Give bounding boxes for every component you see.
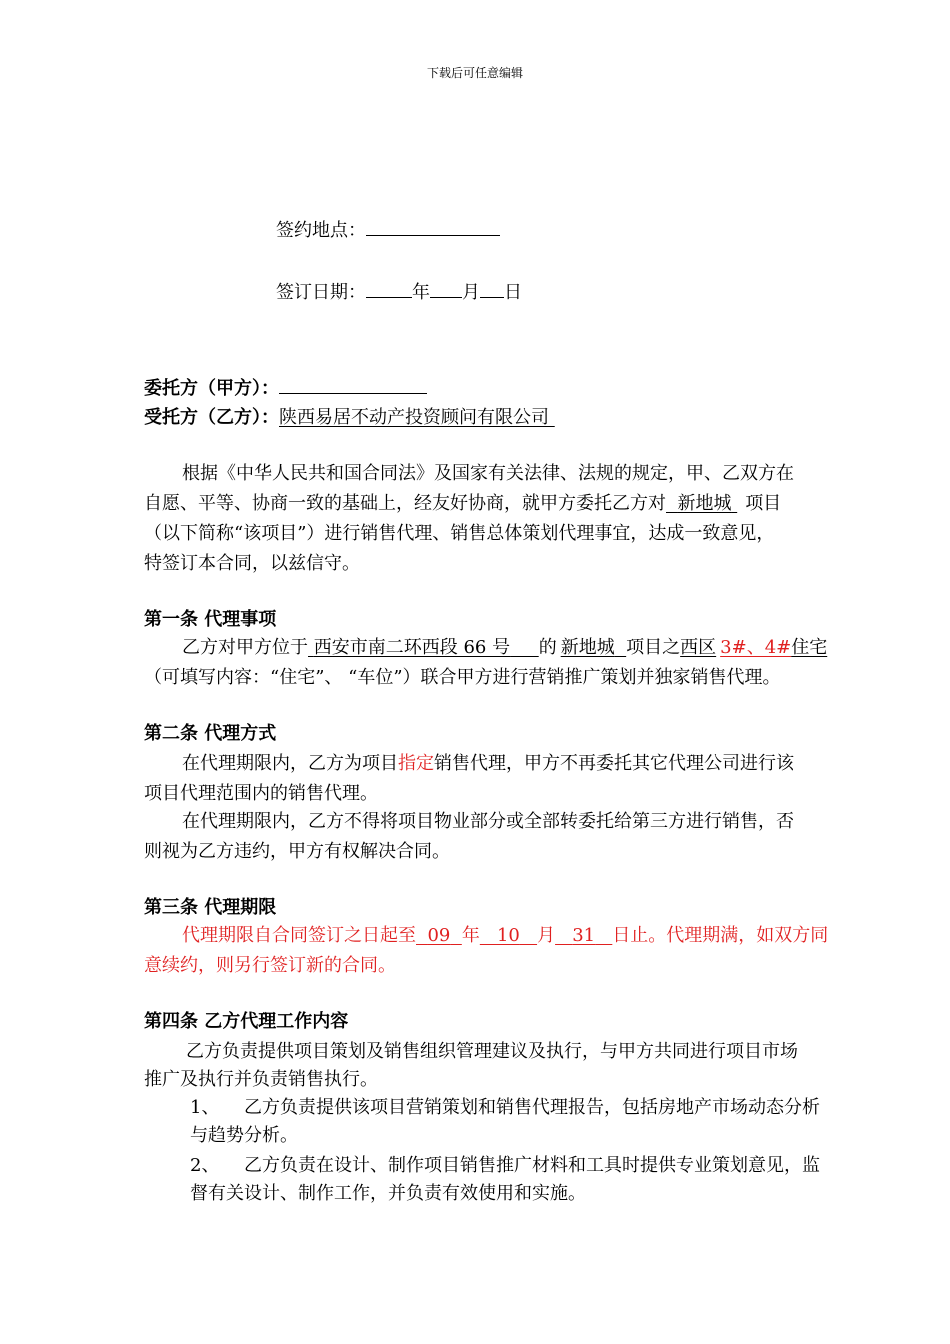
year-label: 年 bbox=[412, 282, 430, 303]
intro-line-1: 根据《中华人民共和国合同法》及国家有关法律、法规的规定，甲、乙双方在 bbox=[182, 463, 794, 484]
intro-project: 新地城 bbox=[677, 493, 732, 514]
list-item-number: 1、 bbox=[190, 1097, 220, 1118]
list-item-text: 乙方负责在设计、制作项目销售推广材料和工具时提供专业策划意见，监 bbox=[244, 1155, 820, 1176]
list-item-number: 2、 bbox=[190, 1155, 220, 1176]
signing-place-blank[interactable] bbox=[366, 218, 500, 236]
art3-month-value: 10 bbox=[496, 925, 520, 946]
article-4-line-1: 乙方负责提供项目策划及销售组织管理建议及执行，与甲方共同进行项目市场 bbox=[186, 1041, 798, 1062]
list-item-text: 乙方负责提供该项目营销策划和销售代理报告，包括房地产市场动态分析 bbox=[244, 1097, 820, 1118]
list-item-text-cont: 与趋势分析。 bbox=[190, 1125, 298, 1146]
party-a-line bbox=[144, 376, 427, 401]
art1-buildings: 3#、4# bbox=[720, 637, 792, 658]
intro-line-4: 特签订本合同，以兹信守。 bbox=[144, 553, 360, 574]
party-b-label: 受托方（乙方）： bbox=[144, 407, 279, 428]
month-blank[interactable] bbox=[430, 280, 462, 298]
art1-text-b: 的 bbox=[538, 637, 557, 658]
intro-text: 自愿、平等、协商一致的基础上，经友好协商，就甲方委托乙方对 bbox=[144, 493, 666, 514]
signing-place-label: 签约地点： bbox=[276, 220, 366, 241]
article-1-line-1 bbox=[182, 636, 827, 660]
party-a-label: 委托方（甲方）： bbox=[144, 378, 279, 399]
art3-text-a: 代理期限自合同签订之日起至 bbox=[182, 925, 416, 946]
art1-type: 住宅 bbox=[791, 637, 828, 658]
article-2-title: 第二条 代理方式 bbox=[144, 723, 277, 744]
day-blank[interactable] bbox=[480, 280, 504, 298]
art2-text-b: 销售代理，甲方不再委托其它代理公司进行该 bbox=[434, 753, 794, 774]
article-4-line-2: 推广及执行并负责销售执行。 bbox=[144, 1069, 378, 1090]
page-header: 下载后可任意编辑 bbox=[426, 66, 523, 80]
art1-text-a: 乙方对甲方位于 bbox=[182, 637, 308, 658]
month-label: 月 bbox=[462, 282, 480, 303]
party-b-name: 陕西易居不动产投资顾问有限公司 bbox=[279, 407, 549, 428]
art3-year-label: 年 bbox=[461, 925, 480, 946]
signing-date-line bbox=[276, 280, 522, 305]
art2-designated: 指定 bbox=[398, 753, 434, 774]
art1-zone: 西区 bbox=[680, 637, 717, 658]
art1-project: 新地城 bbox=[560, 637, 615, 658]
year-blank[interactable] bbox=[366, 280, 412, 298]
article-2-line-3: 在代理期限内，乙方不得将项目物业部分或全部转委托给第三方进行销售，否 bbox=[182, 811, 794, 832]
art3-day-value: 31 bbox=[572, 925, 596, 946]
art3-year-value: 09 bbox=[427, 925, 451, 946]
intro-line-2 bbox=[144, 492, 781, 516]
intro-text-2: 项目 bbox=[745, 493, 782, 514]
article-2-line-2: 项目代理范围内的销售代理。 bbox=[144, 783, 378, 804]
art2-text-a: 在代理期限内，乙方为项目 bbox=[182, 753, 398, 774]
day-label: 日 bbox=[504, 282, 522, 303]
party-b-line bbox=[144, 406, 555, 430]
art3-text-b: 日止。代理期满，如双方同 bbox=[612, 925, 829, 946]
article-2-line-1 bbox=[182, 752, 794, 776]
signing-date-label: 签订日期： bbox=[276, 282, 366, 303]
intro-line-3: （以下简称“该项目”）进行销售代理、销售总体策划代理事宜，达成一致意见， bbox=[144, 523, 775, 544]
article-3-line-2: 意续约，则另行签订新的合同。 bbox=[144, 955, 396, 976]
article-4-title: 第四条 乙方代理工作内容 bbox=[144, 1011, 349, 1032]
list-item-text-cont: 督有关设计、制作工作，并负责有效使用和实施。 bbox=[190, 1183, 586, 1204]
art3-month-label: 月 bbox=[537, 925, 556, 946]
article-1-title: 第一条 代理事项 bbox=[144, 609, 277, 630]
article-3-title: 第三条 代理期限 bbox=[144, 897, 277, 918]
art1-text-c: 项目之 bbox=[626, 637, 681, 658]
art1-location: 西安市南二环西段 66 号 bbox=[313, 637, 511, 658]
article-3-line-1 bbox=[182, 924, 828, 948]
article-1-line-2: （可填写内容：“住宅”、 “车位”）联合甲方进行营销推广策划并独家销售代理。 bbox=[144, 667, 781, 688]
signing-place-line bbox=[276, 218, 500, 243]
article-2-line-4: 则视为乙方违约，甲方有权解决合同。 bbox=[144, 841, 450, 862]
party-a-blank[interactable] bbox=[279, 376, 427, 394]
